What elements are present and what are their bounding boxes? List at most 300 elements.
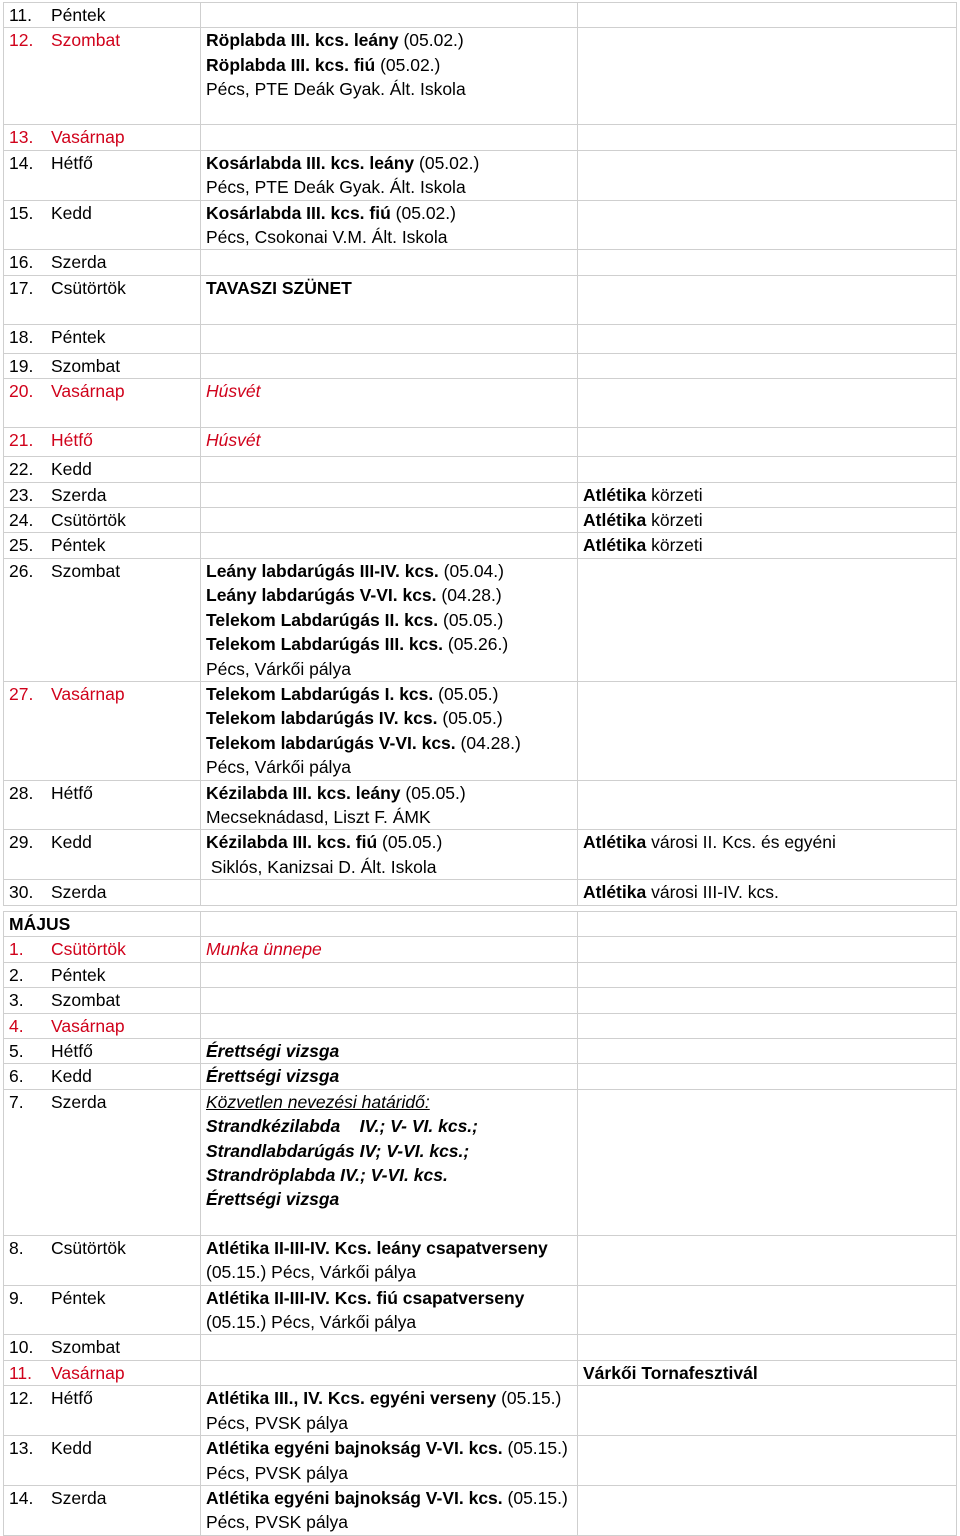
day-name: Kedd bbox=[51, 202, 92, 223]
right-event-cell bbox=[578, 1064, 957, 1089]
day-name: Csütörtök bbox=[51, 510, 126, 531]
month-title: MÁJUS bbox=[4, 912, 201, 937]
event-line bbox=[206, 583, 577, 607]
event-text: Pécs, Várkői pálya bbox=[206, 757, 351, 778]
event-line bbox=[206, 805, 577, 829]
event-suffix: (04.28.) bbox=[455, 732, 521, 753]
event-cell bbox=[201, 1386, 578, 1436]
event-line bbox=[206, 781, 577, 805]
day-name: Szombat bbox=[51, 355, 121, 376]
day-name: Hétfő bbox=[51, 782, 93, 803]
right-event-cell bbox=[578, 324, 957, 353]
schedule-row bbox=[4, 508, 957, 533]
schedule-row bbox=[4, 558, 957, 681]
event-line bbox=[206, 1090, 577, 1114]
day-name: Csütörtök bbox=[51, 277, 126, 298]
event-text: Pécs, PTE Deák Gyak. Ált. Iskola bbox=[206, 177, 466, 198]
day-name: Hétfő bbox=[51, 430, 93, 451]
event-text: Pécs, Várkői pálya bbox=[206, 658, 351, 679]
event-text: Kézilabda III. kcs. leány bbox=[206, 782, 401, 803]
day-name: Szombat bbox=[51, 560, 121, 581]
event-text: (05.15.) Pécs, Várkői pálya bbox=[206, 1262, 417, 1283]
event-line bbox=[206, 201, 577, 225]
schedule-row bbox=[4, 962, 957, 987]
day-number: 12. bbox=[9, 1388, 34, 1409]
event-text: Húsvét bbox=[206, 430, 261, 451]
event-text: Telekom Labdarúgás III. kcs. bbox=[206, 634, 443, 655]
schedule-row bbox=[4, 1335, 957, 1360]
day-number: 18. bbox=[9, 326, 34, 347]
schedule-row bbox=[4, 1485, 957, 1535]
event-text: Kosárlabda III. kcs. leány bbox=[206, 152, 415, 173]
event-text: Pécs, PVSK pálya bbox=[206, 1462, 349, 1483]
event-line bbox=[206, 682, 577, 706]
day-cell bbox=[4, 988, 201, 1013]
day-number: 5. bbox=[9, 1041, 24, 1062]
event-cell bbox=[201, 1436, 578, 1486]
event-line bbox=[583, 533, 956, 557]
schedule-row bbox=[4, 1235, 957, 1285]
schedule-row bbox=[4, 880, 957, 905]
event-suffix: (05.26.) bbox=[443, 634, 509, 655]
event-text: Munka ünnepe bbox=[206, 939, 322, 960]
event-suffix: körzeti bbox=[646, 510, 703, 531]
event-line bbox=[206, 1260, 577, 1284]
right-event-cell bbox=[578, 1039, 957, 1064]
day-number: 14. bbox=[9, 1487, 34, 1508]
day-number: 20. bbox=[9, 381, 34, 402]
event-line bbox=[206, 608, 577, 632]
event-suffix: körzeti bbox=[646, 484, 703, 505]
day-cell bbox=[4, 324, 201, 353]
day-cell bbox=[4, 937, 201, 962]
schedule-row bbox=[4, 150, 957, 200]
day-cell bbox=[4, 150, 201, 200]
right-event-cell bbox=[578, 830, 957, 880]
day-number: 3. bbox=[9, 990, 24, 1011]
event-text: Strandlabdarúgás IV; V-VI. kcs.; bbox=[206, 1140, 470, 1161]
day-number: 11. bbox=[9, 5, 33, 25]
event-line bbox=[206, 1411, 577, 1435]
right-event-cell bbox=[578, 937, 957, 962]
event-line bbox=[206, 1039, 577, 1063]
day-cell bbox=[4, 558, 201, 681]
right-event-cell bbox=[578, 508, 957, 533]
event-suffix: (05.05.) bbox=[437, 708, 503, 729]
event-cell bbox=[201, 1013, 578, 1038]
event-line bbox=[206, 559, 577, 583]
day-number: 6. bbox=[9, 1066, 24, 1087]
day-name: Kedd bbox=[51, 459, 92, 480]
day-number: 13. bbox=[9, 1438, 34, 1459]
schedule-row bbox=[4, 1039, 957, 1064]
event-cell bbox=[201, 353, 578, 378]
day-name: Péntek bbox=[51, 964, 106, 985]
day-cell bbox=[4, 1235, 201, 1285]
day-cell bbox=[4, 125, 201, 150]
event-text: (05.15.) Pécs, Várkői pálya bbox=[206, 1312, 417, 1333]
day-name: Szerda bbox=[51, 1091, 107, 1112]
day-number: 29. bbox=[9, 832, 34, 853]
day-number: 12. bbox=[9, 30, 34, 51]
event-suffix: (05.02.) bbox=[390, 202, 456, 223]
right-event-cell bbox=[578, 3, 957, 28]
day-cell bbox=[4, 1013, 201, 1038]
day-number: 21. bbox=[9, 430, 34, 451]
event-line bbox=[206, 1236, 577, 1260]
event-line bbox=[206, 1139, 577, 1163]
event-line bbox=[206, 632, 577, 656]
right-event-cell bbox=[578, 1436, 957, 1486]
event-line bbox=[206, 1310, 577, 1334]
event-cell bbox=[201, 125, 578, 150]
may-schedule-table bbox=[3, 911, 957, 1536]
event-line bbox=[206, 276, 577, 300]
event-text: Röplabda III. kcs. leány bbox=[206, 30, 399, 51]
day-name: Hétfő bbox=[51, 1041, 93, 1062]
day-cell bbox=[4, 428, 201, 457]
event-line bbox=[583, 1361, 956, 1385]
event-line bbox=[206, 937, 577, 961]
day-name: Csütörtök bbox=[51, 1237, 126, 1258]
event-text: Leány labdarúgás III-IV. kcs. bbox=[206, 560, 439, 581]
event-cell bbox=[201, 558, 578, 681]
day-cell bbox=[4, 379, 201, 428]
event-text: Atlétika bbox=[583, 832, 647, 853]
event-cell bbox=[201, 988, 578, 1013]
event-cell bbox=[201, 830, 578, 880]
day-cell bbox=[4, 275, 201, 324]
day-cell bbox=[4, 1485, 201, 1535]
right-event-cell bbox=[578, 150, 957, 200]
day-name: Szerda bbox=[51, 252, 107, 273]
day-number: 14. bbox=[9, 152, 34, 173]
event-text: Siklós, Kanizsai D. Ált. Iskola bbox=[206, 856, 437, 877]
right-event-cell bbox=[578, 681, 957, 780]
event-cell bbox=[201, 150, 578, 200]
day-number: 7. bbox=[9, 1091, 24, 1112]
event-line bbox=[206, 1114, 577, 1138]
day-cell bbox=[4, 681, 201, 780]
day-cell bbox=[4, 508, 201, 533]
event-cell bbox=[201, 533, 578, 558]
schedule-row bbox=[4, 681, 957, 780]
event-cell bbox=[201, 428, 578, 457]
schedule-row bbox=[4, 988, 957, 1013]
right-event-cell bbox=[578, 1485, 957, 1535]
schedule-row bbox=[4, 1360, 957, 1385]
event-text: Érettségi vizsga bbox=[206, 1041, 340, 1062]
event-text: Atlétika bbox=[583, 510, 647, 531]
event-cell bbox=[201, 457, 578, 482]
right-event-cell bbox=[578, 428, 957, 457]
event-line bbox=[583, 508, 956, 532]
schedule-row bbox=[4, 250, 957, 275]
event-line bbox=[583, 880, 956, 904]
event-text: Strandkézilabda IV.; V- VI. kcs.; bbox=[206, 1116, 478, 1137]
event-cell bbox=[201, 250, 578, 275]
month-header-empty bbox=[578, 912, 957, 937]
event-cell bbox=[201, 324, 578, 353]
day-name: Vasárnap bbox=[51, 127, 125, 148]
day-name: Szombat bbox=[51, 990, 121, 1011]
event-cell bbox=[201, 3, 578, 28]
schedule-row bbox=[4, 324, 957, 353]
schedule-row bbox=[4, 3, 957, 28]
day-cell bbox=[4, 353, 201, 378]
event-cell bbox=[201, 1335, 578, 1360]
event-line bbox=[206, 706, 577, 730]
event-cell bbox=[201, 780, 578, 830]
event-suffix: városi II. Kcs. és egyéni bbox=[646, 832, 836, 853]
event-cell bbox=[201, 937, 578, 962]
right-event-cell bbox=[578, 250, 957, 275]
schedule-row bbox=[4, 200, 957, 250]
day-cell bbox=[4, 1386, 201, 1436]
event-text: Atlétika bbox=[583, 882, 647, 903]
event-cell bbox=[201, 200, 578, 250]
event-text: Telekom labdarúgás IV. kcs. bbox=[206, 708, 438, 729]
schedule-row bbox=[4, 533, 957, 558]
day-name: Kedd bbox=[51, 1066, 92, 1087]
day-name: Szerda bbox=[51, 1487, 107, 1508]
day-name: Szerda bbox=[51, 882, 107, 903]
schedule-row bbox=[4, 1436, 957, 1486]
event-suffix: (05.05.) bbox=[438, 609, 504, 630]
april-schedule-body bbox=[4, 3, 957, 906]
event-line bbox=[206, 657, 577, 681]
event-line bbox=[206, 1064, 577, 1088]
event-text: Mecseknádasd, Liszt F. ÁMK bbox=[206, 806, 431, 827]
day-number: 15. bbox=[9, 202, 34, 223]
day-name: Vasárnap bbox=[51, 1015, 125, 1036]
day-cell bbox=[4, 533, 201, 558]
right-event-cell bbox=[578, 880, 957, 905]
event-line bbox=[206, 151, 577, 175]
event-suffix: (05.02.) bbox=[414, 152, 480, 173]
day-cell bbox=[4, 1436, 201, 1486]
right-event-cell bbox=[578, 988, 957, 1013]
event-text: Leány labdarúgás V-VI. kcs. bbox=[206, 585, 437, 606]
day-name: Csütörtök bbox=[51, 939, 126, 960]
event-suffix: (05.04.) bbox=[438, 560, 504, 581]
event-line bbox=[206, 175, 577, 199]
event-suffix: (04.28.) bbox=[436, 585, 502, 606]
event-cell bbox=[201, 1064, 578, 1089]
day-name: Péntek bbox=[51, 5, 106, 25]
day-number: 9. bbox=[9, 1287, 24, 1308]
schedule-row bbox=[4, 125, 957, 150]
event-suffix: (05.05.) bbox=[433, 683, 499, 704]
schedule-row bbox=[4, 1064, 957, 1089]
right-event-cell bbox=[578, 962, 957, 987]
right-event-cell bbox=[578, 1285, 957, 1335]
event-line bbox=[206, 755, 577, 779]
right-event-cell bbox=[578, 200, 957, 250]
event-text: Pécs, Csokonai V.M. Ált. Iskola bbox=[206, 227, 448, 248]
month-header-empty bbox=[201, 912, 578, 937]
day-name: Vasárnap bbox=[51, 1362, 125, 1383]
day-number: 10. bbox=[9, 1337, 34, 1358]
event-line bbox=[206, 731, 577, 755]
event-cell bbox=[201, 1285, 578, 1335]
event-text: Kosárlabda III. kcs. fiú bbox=[206, 202, 391, 223]
event-cell bbox=[201, 1360, 578, 1385]
event-line bbox=[206, 53, 577, 77]
event-text: Pécs, PTE Deák Gyak. Ált. Iskola bbox=[206, 79, 466, 100]
day-name: Hétfő bbox=[51, 1388, 93, 1409]
event-text: TAVASZI SZÜNET bbox=[206, 277, 352, 298]
event-cell bbox=[201, 508, 578, 533]
event-text: Pécs, PVSK pálya bbox=[206, 1512, 349, 1533]
event-cell bbox=[201, 1089, 578, 1235]
schedule-row bbox=[4, 937, 957, 962]
event-text: Érettségi vizsga bbox=[206, 1066, 340, 1087]
right-event-cell bbox=[578, 125, 957, 150]
schedule-row bbox=[4, 28, 957, 125]
day-number: 2. bbox=[9, 964, 24, 985]
april-schedule-table bbox=[3, 2, 957, 906]
right-event-cell bbox=[578, 1386, 957, 1436]
day-cell bbox=[4, 1285, 201, 1335]
event-cell bbox=[201, 681, 578, 780]
schedule-row bbox=[4, 457, 957, 482]
event-suffix: (05.15.) bbox=[502, 1438, 568, 1459]
right-event-cell bbox=[578, 457, 957, 482]
day-name: Szerda bbox=[51, 484, 107, 505]
event-text: Atlétika II-III-IV. Kcs. fiú csapatverseny bbox=[206, 1287, 525, 1308]
right-event-cell bbox=[578, 780, 957, 830]
right-event-cell bbox=[578, 1235, 957, 1285]
event-line bbox=[206, 28, 577, 52]
event-line bbox=[206, 225, 577, 249]
schedule-row bbox=[4, 780, 957, 830]
day-number: 28. bbox=[9, 782, 34, 803]
event-cell bbox=[201, 1235, 578, 1285]
day-cell bbox=[4, 1039, 201, 1064]
day-number: 13. bbox=[9, 127, 34, 148]
event-text: Atlétika II-III-IV. Kcs. leány csapatverseny bbox=[206, 1237, 548, 1258]
day-name: Kedd bbox=[51, 1438, 92, 1459]
event-line bbox=[206, 77, 577, 101]
event-line bbox=[583, 483, 956, 507]
day-cell bbox=[4, 3, 201, 28]
right-event-cell bbox=[578, 558, 957, 681]
event-cell bbox=[201, 1485, 578, 1535]
schedule-row bbox=[4, 1013, 957, 1038]
event-suffix: (05.15.) bbox=[502, 1487, 568, 1508]
event-line bbox=[206, 1286, 577, 1310]
event-text: Közvetlen nevezési határidő: bbox=[206, 1091, 430, 1112]
day-cell bbox=[4, 880, 201, 905]
day-cell bbox=[4, 250, 201, 275]
right-event-cell bbox=[578, 1013, 957, 1038]
event-suffix: (05.15.) bbox=[496, 1388, 562, 1409]
event-cell bbox=[201, 962, 578, 987]
event-line bbox=[206, 1461, 577, 1485]
event-text: Pécs, PVSK pálya bbox=[206, 1412, 349, 1433]
day-name: Péntek bbox=[51, 1287, 106, 1308]
event-cell bbox=[201, 275, 578, 324]
day-cell bbox=[4, 457, 201, 482]
event-text: Atlétika bbox=[583, 484, 647, 505]
schedule-row bbox=[4, 830, 957, 880]
day-number: 24. bbox=[9, 510, 34, 531]
event-line bbox=[206, 428, 577, 452]
right-event-cell bbox=[578, 353, 957, 378]
day-number: 22. bbox=[9, 459, 34, 480]
event-text: Húsvét bbox=[206, 381, 261, 402]
day-number: 4. bbox=[9, 1015, 24, 1036]
right-event-cell bbox=[578, 379, 957, 428]
event-cell bbox=[201, 482, 578, 507]
event-line bbox=[206, 855, 577, 879]
day-name: Kedd bbox=[51, 832, 92, 853]
day-cell bbox=[4, 482, 201, 507]
event-suffix: (05.02.) bbox=[398, 30, 464, 51]
right-event-cell bbox=[578, 1335, 957, 1360]
event-line bbox=[206, 1486, 577, 1510]
event-cell bbox=[201, 379, 578, 428]
event-suffix: (05.05.) bbox=[400, 782, 466, 803]
event-line bbox=[583, 830, 956, 854]
event-text: Atlétika egyéni bajnokság V-VI. kcs. bbox=[206, 1438, 503, 1459]
day-number: 11. bbox=[9, 1362, 33, 1383]
schedule-row bbox=[4, 1285, 957, 1335]
day-number: 8. bbox=[9, 1237, 24, 1258]
schedule-row bbox=[4, 482, 957, 507]
right-event-cell bbox=[578, 1089, 957, 1235]
may-schedule-body bbox=[4, 912, 957, 1536]
day-number: 30. bbox=[9, 882, 34, 903]
right-event-cell bbox=[578, 1360, 957, 1385]
day-cell bbox=[4, 1064, 201, 1089]
day-number: 23. bbox=[9, 484, 34, 505]
event-text: Strandröplabda IV.; V-VI. kcs. bbox=[206, 1165, 448, 1186]
day-cell bbox=[4, 962, 201, 987]
day-name: Szombat bbox=[51, 30, 121, 51]
day-cell bbox=[4, 780, 201, 830]
event-text: Kézilabda III. kcs. fiú bbox=[206, 832, 378, 853]
event-text: Érettségi vizsga bbox=[206, 1189, 340, 1210]
day-number: 26. bbox=[9, 560, 34, 581]
event-cell bbox=[201, 880, 578, 905]
event-text: Atlétika egyéni bajnokság V-VI. kcs. bbox=[206, 1487, 503, 1508]
event-suffix: körzeti bbox=[646, 535, 703, 556]
day-cell bbox=[4, 200, 201, 250]
month-header-row bbox=[4, 912, 957, 937]
right-event-cell bbox=[578, 482, 957, 507]
day-number: 17. bbox=[9, 277, 34, 298]
day-name: Szombat bbox=[51, 1337, 121, 1358]
event-line bbox=[206, 1386, 577, 1410]
right-event-cell bbox=[578, 275, 957, 324]
event-line bbox=[206, 1436, 577, 1460]
event-text: Röplabda III. kcs. fiú bbox=[206, 54, 376, 75]
event-text: Telekom Labdarúgás II. kcs. bbox=[206, 609, 439, 630]
event-text: Telekom Labdarúgás I. kcs. bbox=[206, 683, 434, 704]
schedule-row bbox=[4, 428, 957, 457]
day-cell bbox=[4, 830, 201, 880]
day-name: Vasárnap bbox=[51, 683, 125, 704]
event-suffix: városi III-IV. kcs. bbox=[646, 882, 779, 903]
day-number: 16. bbox=[9, 252, 34, 273]
day-cell bbox=[4, 28, 201, 125]
event-line bbox=[206, 830, 577, 854]
schedule-row bbox=[4, 379, 957, 428]
day-number: 27. bbox=[9, 683, 34, 704]
event-text: Atlétika bbox=[583, 535, 647, 556]
